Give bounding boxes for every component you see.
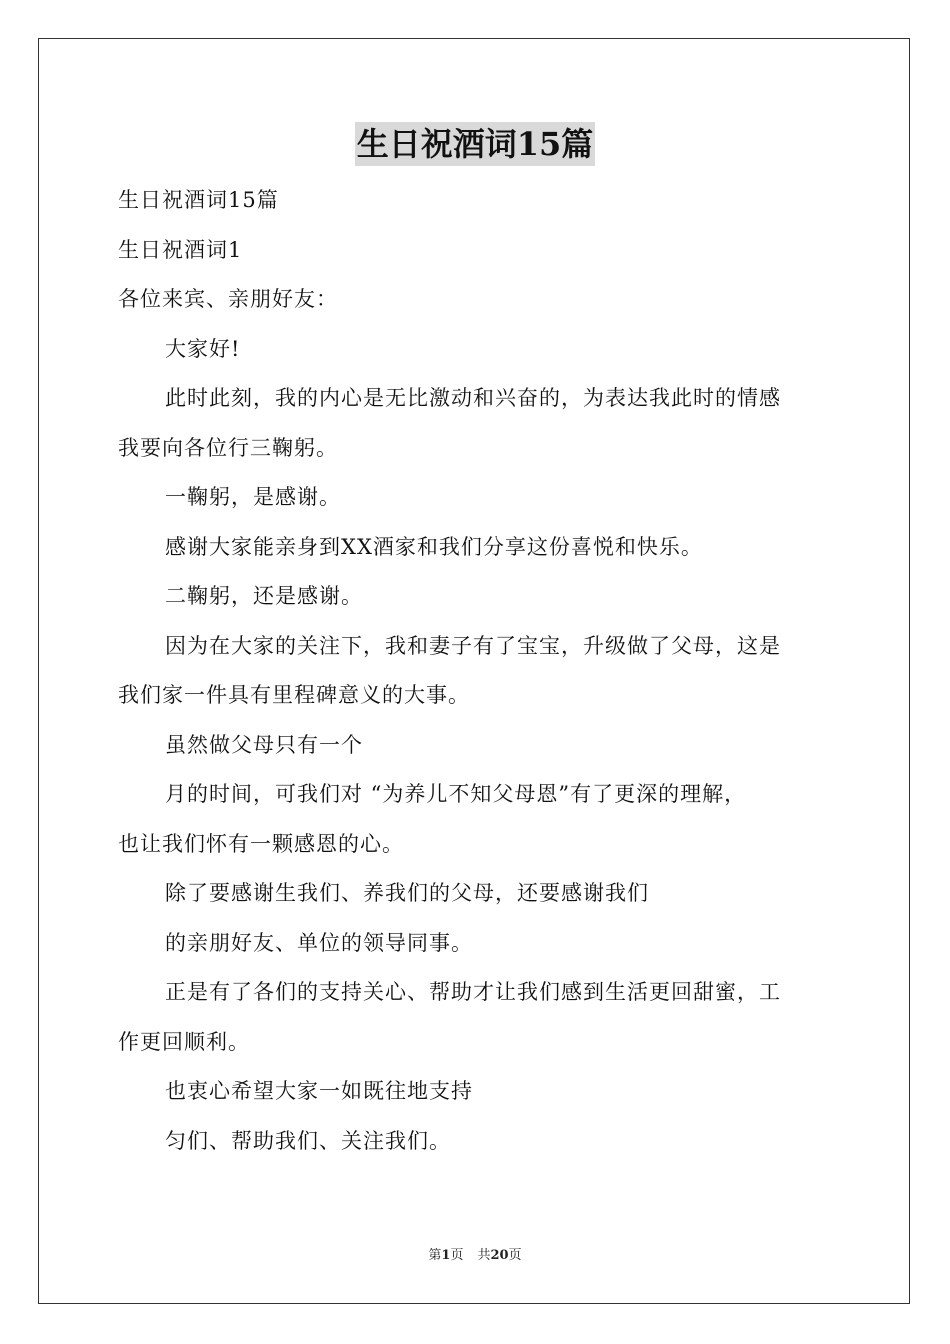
total-pages-suffix: 页	[508, 1248, 522, 1263]
page-number-prefix: 第	[428, 1248, 442, 1263]
title-container	[0, 122, 950, 166]
body-paragraph: 作更回顺利。	[118, 1029, 250, 1054]
body-paragraph: 生日祝酒词1	[118, 237, 243, 262]
body-paragraph: 生日祝酒词15篇	[118, 188, 279, 212]
total-pages-prefix: 共	[477, 1248, 491, 1263]
page-number-suffix: 页	[450, 1248, 464, 1263]
total-page-count: 20	[490, 1248, 509, 1263]
body-paragraph: 匀们、帮助我们、关注我们。	[165, 1128, 451, 1153]
body-paragraph: 月的时间，可我们对 “为养儿不知父母恩”有了更深的理解，	[165, 782, 747, 806]
body-paragraph: 除了要感谢生我们、养我们的父母，还要感谢我们	[165, 881, 649, 905]
body-paragraph: 也衷心希望大家一如既往地支持	[165, 1079, 473, 1103]
current-page-number: 1	[441, 1248, 451, 1263]
body-paragraph: 大家好!	[165, 336, 241, 361]
document-body	[118, 176, 840, 1166]
body-paragraph: 二鞠躬，还是感谢。	[165, 584, 363, 608]
body-paragraph: 各位来宾、亲朋好友：	[118, 287, 338, 311]
body-paragraph: 因为在大家的关注下，我和妻子有了宝宝，升级做了父母，这是	[165, 633, 781, 658]
body-paragraph: 此时此刻，我的内心是无比激动和兴奋的，为表达我此时的情感	[165, 386, 781, 410]
body-paragraph: 我们家一件具有里程碑意义的大事。	[118, 683, 470, 707]
body-paragraph: 正是有了各们的支持关心、帮助才让我们感到生活更回甜蜜，工	[165, 980, 781, 1004]
body-paragraph: 感谢大家能亲身到XX酒家和我们分享这份喜悦和快乐。	[165, 534, 703, 559]
body-paragraph: 我要向各位行三鞠躬。	[118, 435, 338, 460]
body-paragraph: 也让我们怀有一颗感恩的心。	[118, 831, 404, 856]
document-title: 生日祝酒词15篇	[355, 122, 596, 166]
body-paragraph: 一鞠躬，是感谢。	[165, 485, 341, 509]
page-footer	[0, 1247, 950, 1265]
body-paragraph: 虽然做父母只有一个	[165, 732, 363, 757]
body-paragraph: 的亲朋好友、单位的领导同事。	[165, 930, 473, 955]
